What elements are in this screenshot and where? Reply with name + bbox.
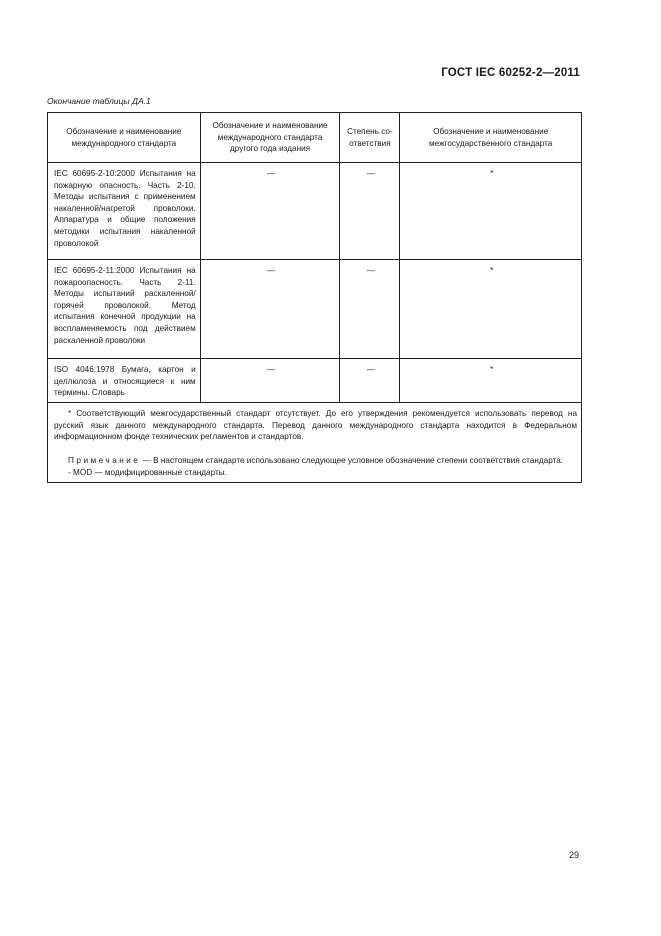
header-interstate-standard: Обозначение и наименование межгосударственного стандарта — [400, 113, 582, 163]
table-header-row — [48, 113, 582, 163]
note-label: Примечание — [68, 456, 141, 466]
table-notes-row — [48, 402, 582, 482]
cell-other-year: — — [200, 359, 340, 403]
cell-degree: — — [340, 359, 400, 403]
table-caption: Окончание таблицы ДА.1 — [47, 96, 151, 106]
cell-degree: — — [340, 260, 400, 359]
table-notes-cell — [48, 402, 582, 482]
note-text: — В настоящем стандарте использовано следующее условное обозначение степени соответствия стандарта: — [142, 456, 564, 466]
table-row — [48, 359, 582, 403]
cell-other-year: — — [200, 163, 340, 260]
cell-interstate: * — [400, 163, 582, 260]
cell-intl-standard: IEC 60695-2-10:2000 Испытания на пожарную опасность. Часть 2-10. Методы испытания с применением накаленной/нагретой проволоки. Аппаратура и общие положения методики испытания накаленной проволокой — [48, 163, 201, 260]
document-header: ГОСТ IEC 60252-2—2011 — [441, 67, 580, 79]
cell-intl-standard: ISO 4046:1978 Бумага, картон и целлюлоза и относящиеся к ним термины. Словарь — [48, 359, 201, 403]
table-footnote: * Соответствующий межгосударственный стандарт отсутствует. До его утверждения рекомендуется использовать перевод на русский язык данного международного стандарта. Перевод данного международного стандарта находится в Федеральном информационном фонде технических регламентов и стандартов. — [54, 408, 577, 442]
page-number: 29 — [568, 850, 579, 860]
table-note — [54, 455, 577, 467]
cell-other-year: — — [200, 260, 340, 359]
cell-interstate: * — [400, 359, 582, 403]
note-list-item: - MOD — модифицированные стандарты. — [68, 467, 227, 477]
cell-degree: — — [340, 163, 400, 260]
table-row — [48, 260, 582, 359]
cell-interstate: * — [400, 260, 582, 359]
header-degree: Степень со- ответствия — [340, 113, 400, 163]
cell-intl-standard: IEC 60695-2-11:2000 Испытания на пожароопасность. Часть 2-11. Методы испытаний раскаленной/горячей проволокой. Метод испытания конечной продукции на воспламеняемость под действием раскаленной проволоки — [48, 260, 201, 359]
header-other-year-standard: Обозначение и наименование международного стандарта другого года издания — [200, 113, 340, 163]
table-row — [48, 163, 582, 260]
standards-table — [47, 112, 582, 483]
header-intl-standard: Обозначение и наименование международного стандарта — [48, 113, 201, 163]
